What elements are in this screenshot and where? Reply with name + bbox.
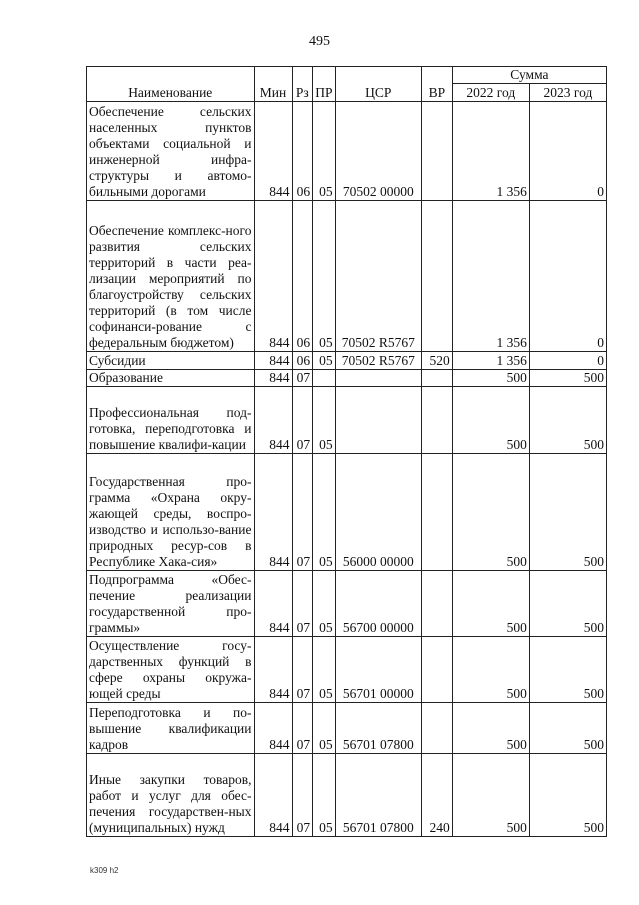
cell-rz: 06 [292, 201, 313, 352]
cell-pr: 05 [313, 352, 336, 370]
table-body [87, 102, 607, 837]
page-number: 495 [309, 34, 330, 49]
cell-pr: 05 [313, 703, 336, 754]
cell-pr: 05 [313, 102, 336, 201]
table-row [87, 102, 607, 201]
cell-name: Государственная про-грамма «Охрана окру-жающей среды, воспро-изводство и использо-вание природных ресур-сов в Республике Хака-сия» [87, 454, 255, 571]
cell-vr [421, 454, 452, 571]
cell-vr [421, 571, 452, 637]
cell-vr [421, 201, 452, 352]
cell-pr [313, 370, 336, 387]
cell-y2022: 500 [452, 454, 529, 571]
cell-y2023: 500 [529, 754, 606, 837]
cell-y2022: 500 [452, 370, 529, 387]
cell-csr: 56700 00000 [335, 571, 421, 637]
cell-min: 844 [254, 102, 292, 201]
header-pr: ПР [313, 67, 336, 102]
cell-pr: 05 [313, 387, 336, 454]
cell-csr: 70502 R5767 [335, 352, 421, 370]
cell-csr: 56701 07800 [335, 754, 421, 837]
cell-y2023: 500 [529, 571, 606, 637]
header-csr: ЦСР [335, 67, 421, 102]
table-row [87, 571, 607, 637]
cell-name: Подпрограмма «Обес-печение реализации государственной про-граммы» [87, 571, 255, 637]
cell-rz: 07 [292, 754, 313, 837]
cell-name: Обеспечение сельских населенных пунктов объектами социальной и инженерной инфра-структуры и автомо-бильными дорогами [87, 102, 255, 201]
cell-min: 844 [254, 637, 292, 703]
table-row [87, 637, 607, 703]
cell-pr: 05 [313, 454, 336, 571]
table-row [87, 201, 607, 352]
cell-csr: 70502 R5767 [335, 201, 421, 352]
cell-min: 844 [254, 571, 292, 637]
cell-min: 844 [254, 352, 292, 370]
cell-vr [421, 370, 452, 387]
header-year-2023: 2023 год [529, 84, 606, 102]
table-row [87, 352, 607, 370]
cell-y2022: 1 356 [452, 352, 529, 370]
cell-y2022: 1 356 [452, 102, 529, 201]
table-row [87, 370, 607, 387]
table-row [87, 454, 607, 571]
cell-name: Субсидии [87, 352, 255, 370]
cell-pr: 05 [313, 754, 336, 837]
cell-y2023: 0 [529, 102, 606, 201]
cell-y2023: 0 [529, 201, 606, 352]
cell-rz: 06 [292, 102, 313, 201]
cell-y2022: 500 [452, 571, 529, 637]
cell-rz: 06 [292, 352, 313, 370]
cell-pr: 05 [313, 571, 336, 637]
cell-y2023: 500 [529, 370, 606, 387]
cell-rz: 07 [292, 571, 313, 637]
cell-name: Образование [87, 370, 255, 387]
cell-vr [421, 387, 452, 454]
cell-rz: 07 [292, 703, 313, 754]
cell-csr: 56701 07800 [335, 703, 421, 754]
cell-pr: 05 [313, 637, 336, 703]
cell-rz: 07 [292, 454, 313, 571]
cell-vr: 520 [421, 352, 452, 370]
cell-rz: 07 [292, 370, 313, 387]
cell-min: 844 [254, 754, 292, 837]
cell-min: 844 [254, 454, 292, 571]
footer-code: k309 h2 [90, 866, 119, 875]
cell-name: Переподготовка и по-вышение квалификации кадров [87, 703, 255, 754]
cell-min: 844 [254, 387, 292, 454]
header-year-2022: 2022 год [452, 84, 529, 102]
cell-y2023: 0 [529, 352, 606, 370]
header-vr: ВР [421, 67, 452, 102]
cell-vr: 240 [421, 754, 452, 837]
table-row [87, 703, 607, 754]
table-row [87, 387, 607, 454]
cell-y2022: 500 [452, 387, 529, 454]
cell-rz: 07 [292, 637, 313, 703]
header-rz: Рз [292, 67, 313, 102]
cell-y2022: 500 [452, 637, 529, 703]
cell-csr: 56000 00000 [335, 454, 421, 571]
table-row [87, 754, 607, 837]
cell-vr [421, 102, 452, 201]
cell-csr [335, 370, 421, 387]
budget-table [86, 66, 607, 837]
cell-name: Обеспечение комплекс-ного развития сельских территорий в части реа-лизации мероприятий по благоустройству сельских территорий (в том числе софинанси-рование с федеральным бюджетом) [87, 201, 255, 352]
cell-y2023: 500 [529, 387, 606, 454]
cell-name: Осуществление госу-дарственных функций в сфере охраны окружа-ющей среды [87, 637, 255, 703]
cell-pr: 05 [313, 201, 336, 352]
cell-csr [335, 387, 421, 454]
header-sum: Сумма [452, 67, 606, 84]
cell-y2022: 500 [452, 754, 529, 837]
cell-vr [421, 703, 452, 754]
cell-name: Профессиональная под-готовка, переподготовка и повышение квалифи-кации [87, 387, 255, 454]
cell-y2023: 500 [529, 703, 606, 754]
cell-min: 844 [254, 201, 292, 352]
header-name: Наименование [87, 67, 255, 102]
cell-y2022: 1 356 [452, 201, 529, 352]
cell-csr: 70502 00000 [335, 102, 421, 201]
header-min: Мин [254, 67, 292, 102]
cell-name: Иные закупки товаров, работ и услуг для обес-печения государствен-ных (муниципальных) нужд [87, 754, 255, 837]
cell-csr: 56701 00000 [335, 637, 421, 703]
cell-y2023: 500 [529, 454, 606, 571]
cell-min: 844 [254, 703, 292, 754]
cell-y2023: 500 [529, 637, 606, 703]
cell-rz: 07 [292, 387, 313, 454]
cell-y2022: 500 [452, 703, 529, 754]
cell-min: 844 [254, 370, 292, 387]
cell-vr [421, 637, 452, 703]
